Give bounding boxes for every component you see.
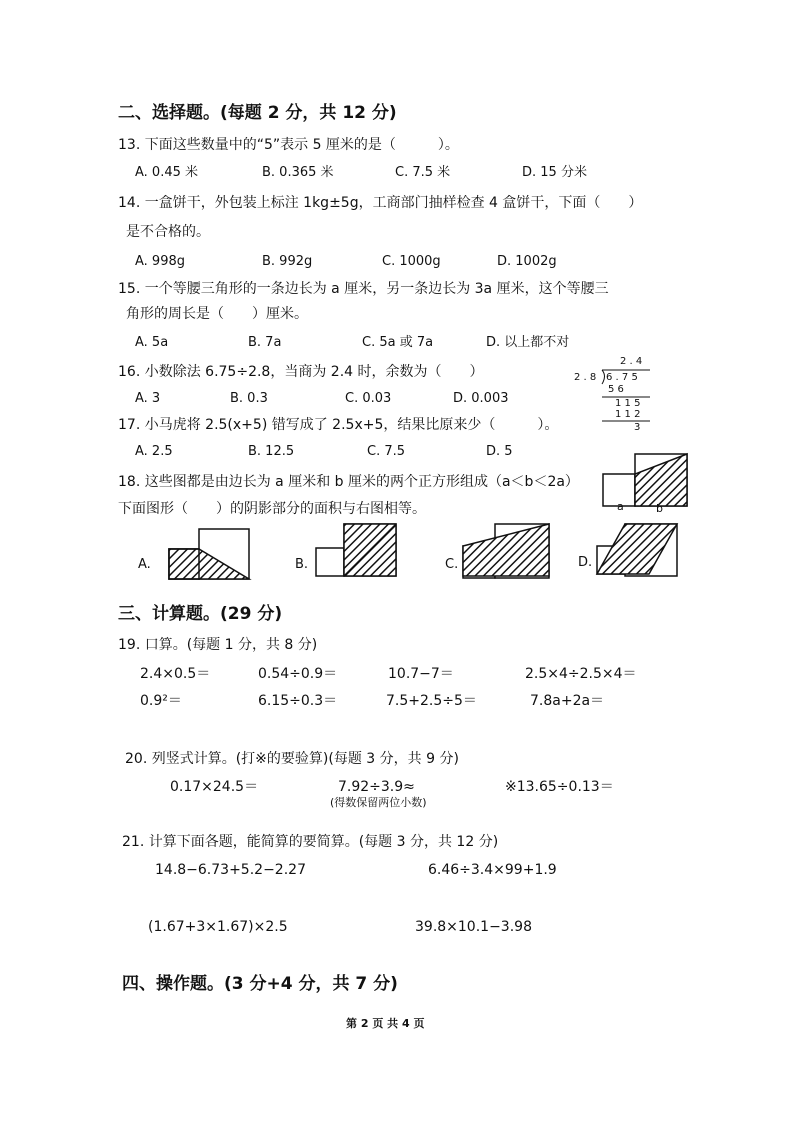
q14-option-a: A. 998g (135, 254, 185, 269)
q19-item-7: 7.5+2.5÷5＝ (386, 693, 477, 709)
q18-option-a-label: A. (138, 557, 151, 572)
section-title-calculation: 三、计算题。(29 分) (118, 604, 283, 624)
q19-title: 19. 口算。(每题 1 分，共 8 分) (118, 637, 318, 653)
q18-label-a: a (617, 500, 624, 513)
q15-option-d: D. 以上都不对 (486, 335, 570, 350)
page-number-footer: 第 2 页 共 4 页 (346, 1017, 425, 1030)
q17-option-b: B. 12.5 (248, 444, 295, 459)
q17-stem: 17. 小马虎将 2.5(x+5) 错写成了 2.5x+5，结果比原来少（ ）。 (118, 417, 559, 433)
division-quotient: 2 . 4 (620, 356, 643, 367)
q14-option-b: B. 992g (262, 254, 313, 269)
q15-stem-line1: 15. 一个等腰三角形的一条边长为 a 厘米，另一条边长为 3a 厘米，这个等腰三 (118, 281, 609, 297)
q15-stem-line2: 角形的周长是（ ）厘米。 (126, 306, 308, 322)
q18-reference-figure (600, 452, 690, 510)
q20-item-1: 0.17×24.5＝ (170, 779, 259, 795)
q19-item-8: 7.8a+2a＝ (530, 693, 605, 709)
q21-item-1: 14.8−6.73+5.2−2.27 (155, 862, 306, 878)
q19-item-5: 0.9²＝ (140, 693, 182, 709)
q15-option-c: C. 5a 或 7a (362, 335, 434, 350)
q18-option-b-figure (313, 522, 403, 578)
division-dividend: 6 . 7 5 (606, 372, 638, 383)
q19-item-4: 2.5×4÷2.5×4＝ (525, 666, 637, 682)
q19-item-2: 0.54÷0.9＝ (258, 666, 338, 682)
division-step2: 1 1 5 (615, 398, 641, 409)
q13-option-c: C. 7.5 米 (395, 165, 451, 180)
q19-item-3: 10.7−7＝ (388, 666, 454, 682)
q14-stem-line1: 14. 一盒饼干，外包装上标注 1kg±5g，工商部门抽样检查 4 盒饼干，下面（ ） (118, 195, 643, 211)
q14-option-c: C. 1000g (382, 254, 441, 269)
q17-option-c: C. 7.5 (367, 444, 406, 459)
q13-option-b: B. 0.365 米 (262, 165, 334, 180)
q13-option-a: A. 0.45 米 (135, 165, 199, 180)
q13-stem: 13. 下面这些数量中的“5”表示 5 厘米的是（ ）。 (118, 137, 459, 153)
q18-stem-line2: 下面图形（ ）的阴影部分的面积与右图相等。 (118, 501, 426, 517)
q18-option-c-label: C. (445, 557, 459, 572)
q15-option-b: B. 7a (248, 335, 282, 350)
q20-title: 20. 列竖式计算。(打※的要验算)(每题 3 分，共 9 分) (125, 751, 459, 767)
section-title-choice: 二、选择题。(每题 2 分，共 12 分) (118, 103, 397, 123)
q14-option-d: D. 1002g (497, 254, 557, 269)
q18-option-d-figure (594, 522, 684, 578)
q21-item-2: 6.46÷3.4×99+1.9 (428, 862, 557, 878)
q18-stem-line1: 18. 这些图都是由边长为 a 厘米和 b 厘米的两个正方形组成（a＜b＜2a） (118, 474, 579, 490)
division-step3: 1 1 2 (615, 409, 641, 420)
q19-item-6: 6.15÷0.3＝ (258, 693, 338, 709)
q16-option-a: A. 3 (135, 391, 161, 406)
division-step1: 5 6 (608, 384, 624, 395)
q16-option-c: C. 0.03 (345, 391, 392, 406)
q19-item-1: 2.4×0.5＝ (140, 666, 211, 682)
q21-item-3: (1.67+3×1.67)×2.5 (148, 919, 288, 935)
division-bracket-lines (570, 356, 660, 432)
q17-option-d: D. 5 (486, 444, 513, 459)
q20-rounding-note: (得数保留两位小数) (330, 796, 427, 809)
q13-option-d: D. 15 分米 (522, 165, 587, 180)
long-division-figure (570, 356, 660, 432)
q20-item-3: ※13.65÷0.13＝ (505, 779, 614, 795)
q16-option-b: B. 0.3 (230, 391, 268, 406)
q20-item-2: 7.92÷3.9≈ (338, 779, 415, 795)
q21-item-4: 39.8×10.1−3.98 (415, 919, 532, 935)
q18-option-c-figure (460, 522, 556, 578)
q21-title: 21. 计算下面各题，能简算的要简算。(每题 3 分，共 12 分) (122, 834, 499, 850)
section-title-operation: 四、操作题。(3 分+4 分，共 7 分) (122, 974, 398, 994)
q18-label-b: b (656, 502, 663, 515)
q16-stem: 16. 小数除法 6.75÷2.8，当商为 2.4 时，余数为（ ） (118, 364, 484, 380)
q16-option-d: D. 0.003 (453, 391, 509, 406)
division-remainder: 3 (634, 422, 641, 433)
q15-option-a: A. 5a (135, 335, 169, 350)
q17-option-a: A. 2.5 (135, 444, 173, 459)
q14-stem-line2: 是不合格的。 (126, 224, 210, 240)
q18-option-a-figure (166, 527, 256, 583)
q18-option-d-label: D. (578, 555, 593, 570)
division-divisor: 2 . 8 (574, 372, 597, 383)
q18-option-b-label: B. (295, 557, 309, 572)
